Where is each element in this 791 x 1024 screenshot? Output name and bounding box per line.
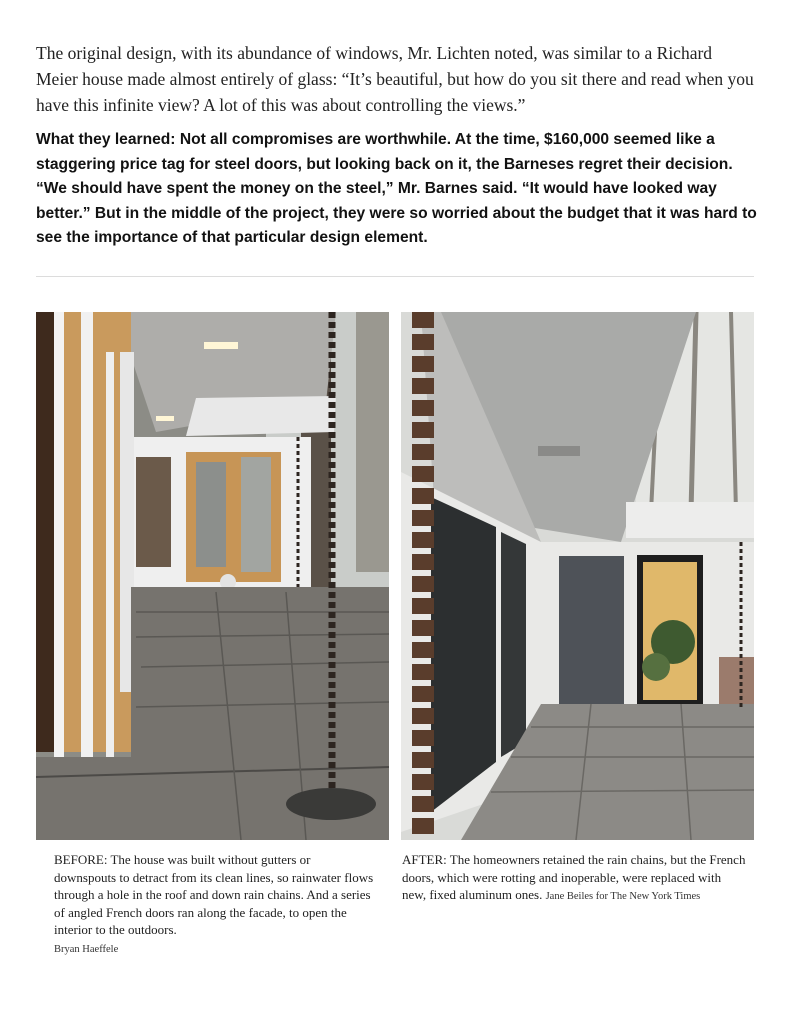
before-caption-text: BEFORE: The house was built without gutters or downspouts to detract from its clean lines, so rainwater flows through a hole in the roof and down rain chains. And a series of angled French doors ran along the facade, to open the interior to the outdoors. bbox=[54, 852, 374, 937]
lesson-paragraph: What they learned: Not all compromises are worthwhile. At the time, $160,000 seemed like a staggering price tag for steel doors, but looking back on it, the Barneses regret their decision. “We should have spent the money on the steel,” Mr. Barnes said. “It would have looked way better.” But in the middle of the project, they were so worried about the budget that it was hard to see the importance of that particular design element. bbox=[36, 131, 757, 246]
after-photo bbox=[401, 312, 754, 840]
before-photo bbox=[36, 312, 389, 840]
before-photo-credit: Bryan Haeffele bbox=[54, 943, 119, 955]
after-caption-text: AFTER: The homeowners retained the rain chains, but the French doors, which were rotting and inoperable, were replaced with new, fixed aluminum ones. bbox=[402, 852, 746, 902]
article-paragraph: The original design, with its abundance of windows, Mr. Lichten noted, was similar to a Richard Meier house made almost entirely of glass: “It’s beautiful, but how do you sit there and read when you have this infinite view? A lot of this was about controlling the views.” bbox=[36, 43, 754, 115]
section-divider bbox=[36, 276, 754, 277]
after-caption bbox=[402, 851, 747, 906]
after-photo-credit: Jane Beiles for The New York Times bbox=[545, 891, 701, 902]
before-caption bbox=[54, 851, 374, 958]
